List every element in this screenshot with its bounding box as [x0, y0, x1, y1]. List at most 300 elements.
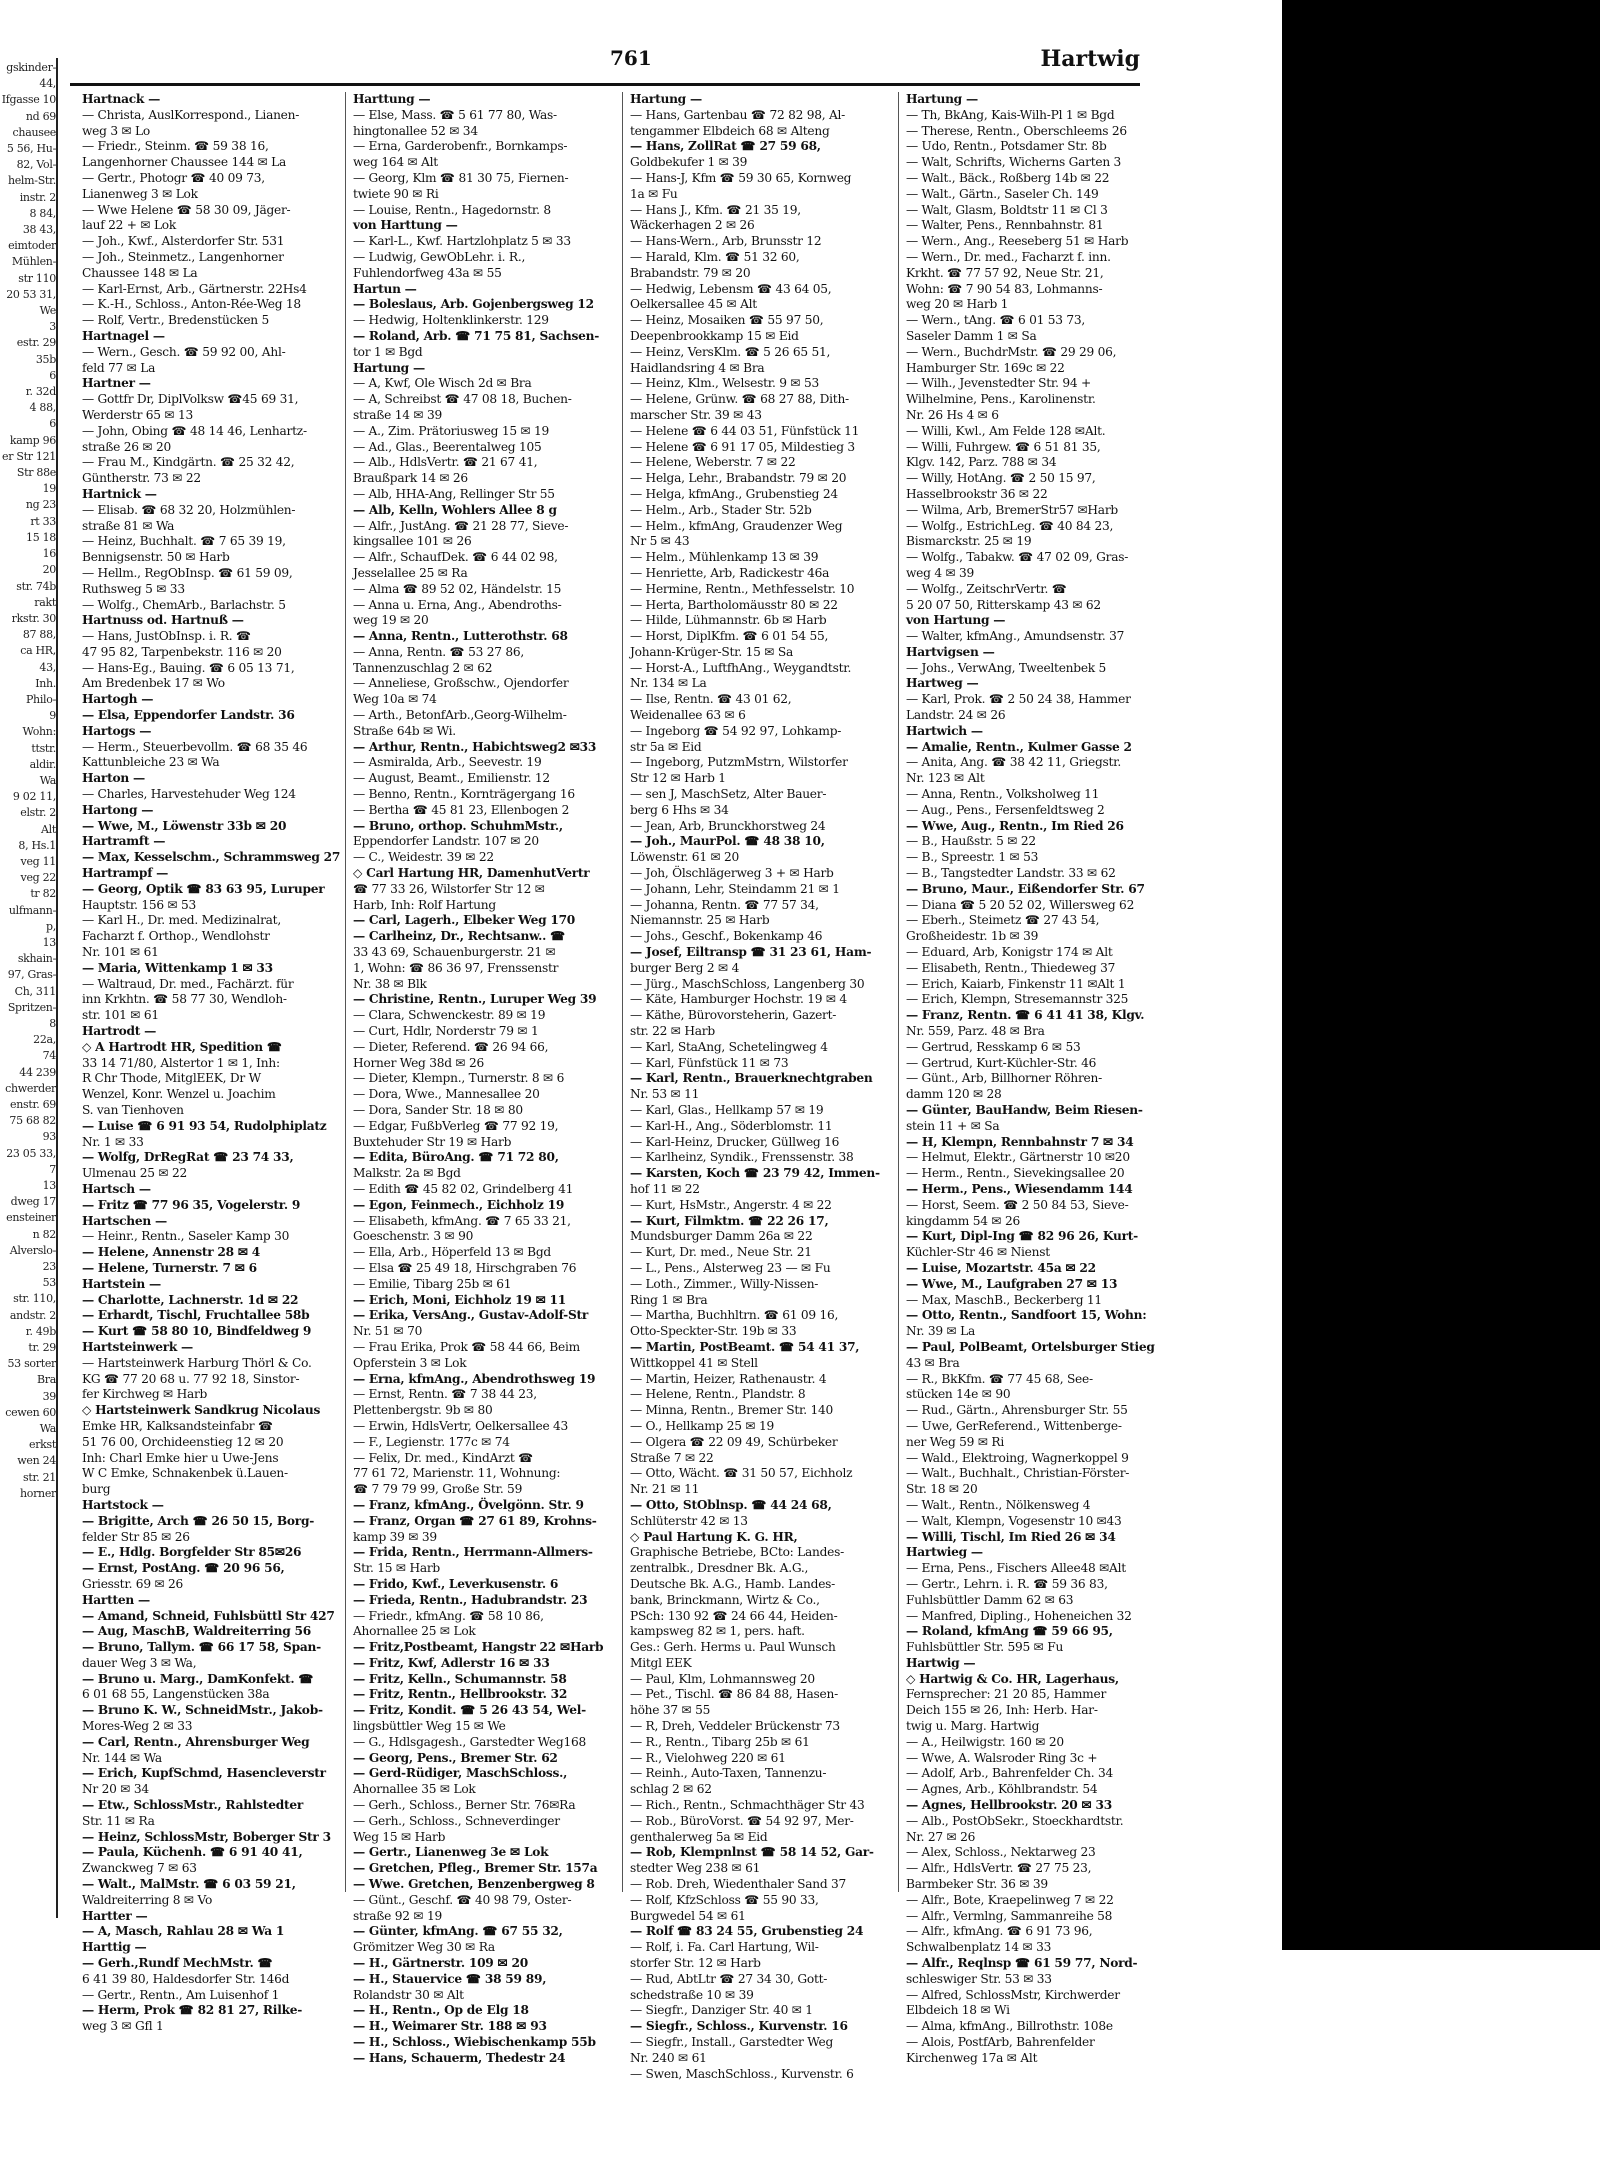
directory-line: — Jean, Arb, Brunckhorstweg 24	[630, 818, 826, 833]
directory-line: — Gottfr Dr, DiplVolksw ☎45 69 31,	[82, 392, 299, 407]
directory-line: — R., Vielohweg 220 ✉ 61	[630, 1750, 786, 1765]
directory-line: — Wwe. Gretchen, Benzenbergweg 8	[353, 1877, 595, 1892]
directory-line: R Chr Thode, MitglEEK, Dr W	[82, 1071, 261, 1086]
directory-line: — Ernst, Rentn. ☎ 7 38 44 23,	[353, 1387, 537, 1402]
directory-line: — Helene, Annenstr 28 ✉ 4	[82, 1245, 261, 1260]
directory-line: Barmbeker Str. 36 ✉ 39	[906, 1877, 1048, 1892]
directory-line: Mundsburger Damm 26a ✉ 22	[630, 1229, 813, 1244]
directory-line: Harton —	[82, 771, 145, 786]
directory-line: Chaussee 148 ✉ La	[82, 265, 198, 280]
directory-line: — Erna, Garderobenfr., Bornkamps-	[353, 139, 568, 154]
directory-line: — Maria, Wittenkamp 1 ✉ 33	[82, 960, 273, 975]
directory-line: — Johanna, Rentn. ☎ 77 57 34,	[630, 897, 819, 912]
directory-line: 5 20 07 50, Ritterskamp 43 ✉ 62	[906, 597, 1101, 612]
directory-line: straße 81 ✉ Wa	[82, 518, 175, 533]
directory-line: — Walt., Bäck., Roßberg 14b ✉ 22	[906, 170, 1110, 185]
directory-line: — Karl, Rentn., Brauerknechtgraben	[630, 1071, 873, 1086]
directory-line: — H., Stauervice ☎ 38 59 89,	[353, 1971, 547, 1986]
directory-line: — Wern., Gesch. ☎ 59 92 00, Ahl-	[82, 344, 286, 359]
previous-page-fragment: er Str 121	[2, 449, 56, 463]
directory-line: — Erich, Moni, Eichholz 19 ✉ 11	[353, 1292, 566, 1307]
directory-line: Deich 155 ✉ 26, Inh: Herb. Har-	[906, 1703, 1098, 1718]
directory-line: ◇ Hartwig & Co. HR, Lagerhaus,	[906, 1671, 1119, 1686]
directory-line: — Karl-Ernst, Arb., Gärtnerstr. 22Hs4	[82, 281, 307, 296]
previous-page-fragment: ttstr.	[31, 741, 56, 755]
directory-line: — Frida, Rentn., Herrmann-Allmers-	[353, 1545, 593, 1560]
directory-line: — Ingeborg, PutzmMstrn, Wilstorfer	[630, 755, 848, 770]
directory-line: ◇ Paul Hartung K. G. HR,	[630, 1529, 798, 1544]
directory-line: Jesselallee 25 ✉ Ra	[353, 565, 468, 580]
directory-line: — Wern., Ang., Reeseberg 51 ✉ Harb	[906, 234, 1129, 249]
directory-line: Emke HR, Kalksandsteinfabr ☎	[82, 1418, 273, 1433]
directory-line: Wäckerhagen 2 ✉ 26	[630, 218, 755, 233]
previous-page-fragment: Str 88e	[16, 466, 56, 480]
previous-page-fragment: ensteiner	[6, 1211, 56, 1225]
directory-line: Wohn: ☎ 7 90 54 83, Lohmanns-	[906, 281, 1103, 296]
directory-line: 1, Wohn: ☎ 86 36 97, Frenssenstr	[353, 960, 559, 975]
directory-line: — Hellm., RegObInsp. ☎ 61 59 09,	[82, 565, 293, 580]
directory-line: tor 1 ✉ Bgd	[353, 344, 423, 359]
directory-line: — Bruno, Tallym. ☎ 66 17 58, Span-	[82, 1640, 321, 1655]
directory-line: — E., Hdlg. Borgfelder Str 85✉26	[82, 1545, 302, 1560]
directory-line: — Walter, Pens., Rennbahnstr. 81	[906, 218, 1104, 233]
directory-line: Zwanckweg 7 ✉ 63	[82, 1861, 197, 1876]
directory-line: schedstraße 10 ✉ 39	[630, 1987, 754, 2002]
directory-line: — Jürg., MaschSchloss, Langenberg 30	[630, 976, 865, 991]
directory-line: — Georg, Optik ☎ 83 63 95, Luruper	[82, 881, 325, 896]
directory-line: ner Weg 59 ✉ Ri	[906, 1434, 1004, 1449]
directory-line: Facharzt f. Orthop., Wendlohstr	[82, 929, 270, 944]
directory-line: — Hans-Wern., Arb, Brunsstr 12	[630, 234, 822, 249]
directory-line: berg 6 Hhs ✉ 34	[630, 802, 729, 817]
directory-line: 1a ✉ Fu	[630, 186, 678, 201]
directory-line: höhe 37 ✉ 55	[630, 1703, 711, 1718]
directory-line: — Frau Erika, Prok ☎ 58 44 66, Beim	[353, 1339, 580, 1354]
directory-line: S. van Tienhoven	[82, 1103, 184, 1117]
directory-line: W C Emke, Schnakenbek ü.Lauen-	[82, 1466, 288, 1481]
directory-line: twiete 90 ✉ Ri	[353, 186, 439, 201]
directory-line: — Rolf, KfzSchloss ☎ 55 90 33,	[630, 1892, 819, 1907]
directory-line: — Willi, Kwl., Am Felde 128 ✉Alt.	[906, 423, 1106, 438]
directory-line: — Helm., Arb., Stader Str. 52b	[630, 502, 812, 517]
directory-line: — Gertrud, Resskamp 6 ✉ 53	[906, 1039, 1081, 1054]
directory-line: Hartrampf —	[82, 866, 169, 881]
directory-line: marscher Str. 39 ✉ 43	[630, 407, 762, 422]
directory-line: — Alb., HdlsVertr. ☎ 21 67 41,	[353, 455, 538, 470]
directory-line: Griesstr. 69 ✉ 26	[82, 1576, 184, 1591]
directory-line: Fuhlsbüttler Str. 595 ✉ Fu	[906, 1640, 1064, 1655]
directory-line: Hartogh —	[82, 692, 154, 707]
previous-page-fragment: skhain-	[17, 952, 56, 966]
directory-line: — O., Hellkamp 25 ✉ 19	[630, 1418, 774, 1433]
directory-line: Hartogs —	[82, 723, 152, 738]
directory-line: ◇ Hartsteinwerk Sandkrug Nicolaus	[82, 1403, 321, 1418]
directory-line: — B., Tangstedter Landstr. 33 ✉ 62	[906, 866, 1116, 881]
directory-line: — Manfred, Dipling., Hoheneichen 32	[906, 1608, 1132, 1623]
directory-line: hingtonallee 52 ✉ 34	[353, 123, 478, 138]
directory-line: — H., Weimarer Str. 188 ✉ 93	[353, 2019, 547, 2034]
directory-line: Lianenweg 3 ✉ Lok	[82, 186, 198, 201]
header-rule	[70, 83, 1140, 86]
directory-line: — Etw., SchlossMstr., Rahlstedter	[82, 1798, 304, 1813]
directory-line: — Alb, Kelln, Wohlers Allee 8 g	[353, 502, 557, 517]
directory-line: — Curt, Hdlr, Norderstr 79 ✉ 1	[353, 1024, 539, 1039]
directory-line: — Käthe, Bürovorsteherin, Gazert-	[630, 1008, 837, 1023]
directory-line: Harb, Inh: Rolf Hartung	[353, 897, 496, 912]
directory-line: — Karl, Fünfstück 11 ✉ 73	[630, 1055, 789, 1070]
directory-line: — Anna u. Erna, Ang., Abendroths-	[353, 597, 562, 612]
directory-line: Grömitzer Weg 30 ✉ Ra	[353, 1940, 495, 1955]
directory-line: — Alois, PostfArb, Bahrenfelder	[906, 2035, 1095, 2050]
previous-page-fragment: 20	[42, 563, 56, 577]
directory-line: Rolandstr 30 ✉ Alt	[353, 1987, 464, 2002]
previous-page-fragment: 44,	[39, 77, 56, 91]
previous-page-fragment: 22a,	[33, 1033, 56, 1047]
previous-page-fragment: 74	[42, 1049, 56, 1063]
directory-line: — Alb, HHA-Ang, Rellinger Str 55	[353, 486, 555, 501]
previous-page-fragment: 38 43,	[22, 223, 56, 237]
previous-page-fragment: 6	[49, 417, 56, 431]
previous-page-fragment: 97, Gras-	[7, 968, 56, 982]
directory-line: — Bruno, orthop. SchuhmMstr.,	[353, 818, 563, 833]
directory-line: — Gertr., Lehrn. i. R. ☎ 59 36 83,	[906, 1576, 1108, 1591]
directory-line: — Henriette, Arb, Radickestr 46a	[630, 565, 830, 580]
previous-page-fragment: str. 110,	[13, 1292, 56, 1306]
directory-line: schlag 2 ✉ 62	[630, 1782, 712, 1797]
directory-line: — Alfr., Vermlng, Sammanreihe 58	[906, 1908, 1113, 1923]
directory-line: — Elisabeth, Rentn., Thiedeweg 37	[906, 960, 1116, 975]
directory-line: — Georg, Klm ☎ 81 30 75, Fiernen-	[353, 170, 569, 185]
directory-line: — Helene, Rentn., Plandstr. 8	[630, 1387, 806, 1402]
directory-line: — Boleslaus, Arb. Gojenbergsweg 12	[353, 297, 594, 312]
previous-page-fragment: cewen 60	[5, 1405, 56, 1419]
directory-line: Plettenbergstr. 9b ✉ 80	[353, 1403, 493, 1418]
directory-line: — Harald, Klm. ☎ 51 32 60,	[630, 249, 800, 264]
directory-line: — Erna, Pens., Fischers Allee48 ✉Alt	[906, 1561, 1126, 1576]
directory-line: — Horst-A., LuftfhAng., Weygandtstr.	[630, 660, 852, 675]
directory-line: — Karl-Heinz, Drucker, Güllweg 16	[630, 1134, 840, 1149]
previous-page-fragment: str. 21	[22, 1470, 56, 1484]
directory-line: — Swen, MaschSchloss., Kurvenstr. 6	[630, 2066, 854, 2081]
previous-page-fragment: 75 68 82	[9, 1114, 56, 1128]
directory-line: Weg 10a ✉ 74	[353, 692, 437, 707]
directory-line: Straße 64b ✉ Wi.	[353, 723, 456, 738]
directory-line: Hartstock —	[82, 1497, 164, 1512]
directory-line: — Wald., Elektroing, Wagnerkoppel 9	[906, 1450, 1129, 1465]
directory-line: — Walt., MalMstr. ☎ 6 03 59 21,	[82, 1877, 296, 1892]
previous-page-fragment: p,	[46, 919, 56, 933]
directory-line: Nr 20 ✉ 34	[82, 1782, 149, 1797]
directory-line: — Diana ☎ 5 20 52 02, Willersweg 62	[906, 897, 1135, 912]
directory-line: Hamburger Str. 169c ✉ 22	[906, 360, 1065, 375]
directory-line: — Bruno, Maur., Eißendorfer Str. 67	[906, 881, 1145, 896]
directory-line: — R, Dreh, Veddeler Brückenstr 73	[630, 1719, 840, 1734]
directory-line: — Rud, AbtLtr ☎ 27 34 30, Gott-	[630, 1971, 828, 1986]
directory-line: — Bruno K. W., SchneidMstr., Jakob-	[82, 1703, 323, 1718]
directory-line: Landstr. 24 ✉ 26	[906, 708, 1006, 723]
directory-line: ◇ Carl Hartung HR, DamenhutVertr	[353, 866, 590, 881]
directory-line: — Gretchen, Pfleg., Bremer Str. 157a	[353, 1861, 598, 1876]
directory-line: — Luise, Mozartstr. 45a ✉ 22	[906, 1260, 1096, 1275]
previous-page-fragment: rakt	[34, 595, 56, 609]
previous-page-fragment: kamp 96	[9, 433, 56, 447]
directory-line: str 5a ✉ Eid	[630, 739, 702, 754]
directory-line: — A, Schreibst ☎ 47 08 18, Buchen-	[353, 392, 572, 407]
directory-line: 47 95 82, Tarpenbekstr. 116 ✉ 20	[82, 644, 282, 659]
directory-line: — Alfr., HdlsVertr. ☎ 27 75 23,	[906, 1861, 1092, 1876]
previous-page-fragment: r. 49b	[25, 1324, 56, 1338]
directory-line: 51 76 00, Orchideenstieg 12 ✉ 20	[82, 1434, 284, 1449]
previous-page-fragment: andstr. 2	[9, 1308, 56, 1322]
directory-line: — Walt., Gärtn., Saseler Ch. 149	[906, 186, 1099, 201]
directory-line: Hartung —	[906, 92, 978, 106]
directory-line: Nr. 134 ✉ La	[630, 676, 707, 691]
directory-line: Nr 5 ✉ 43	[630, 534, 690, 549]
directory-line: — Carl, Lagerh., Elbeker Weg 170	[353, 913, 576, 928]
directory-line: — Arth., BetonfArb.,Georg-Wilhelm-	[353, 708, 567, 723]
directory-line: — Gerh., Schloss., Berner Str. 76✉Ra	[353, 1798, 576, 1813]
directory-line: — Rolf, Vertr., Bredenstücken 5	[82, 313, 270, 328]
directory-line: tengammer Elbdeich 68 ✉ Alteng	[630, 123, 830, 138]
previous-page-fragment: 43,	[39, 660, 56, 674]
directory-line: Ruthsweg 5 ✉ 33	[82, 581, 185, 596]
directory-line: — Erhardt, Tischl, Fruchtallee 58b	[82, 1308, 310, 1323]
directory-line: weg 3 ✉ Lo	[82, 123, 150, 138]
directory-line: — Georg, Pens., Bremer Str. 62	[353, 1750, 558, 1765]
previous-page-fragment: 4 88,	[29, 401, 56, 415]
previous-page-fragment: 35b	[35, 352, 56, 366]
directory-line: — Hermine, Rentn., Methfesselstr. 10	[630, 581, 855, 596]
directory-line: — Rob, Klempnlnst ☎ 58 14 52, Gar-	[630, 1845, 874, 1860]
previous-page-fragment: ng 23	[25, 498, 56, 512]
directory-line: Kirchenweg 17a ✉ Alt	[906, 2050, 1038, 2065]
directory-line: — Wwe, A. Walsroder Ring 3c +	[906, 1750, 1098, 1765]
directory-line: — Ella, Arb., Höperfeld 13 ✉ Bgd	[353, 1245, 551, 1260]
directory-line: — Erich, Kaiarb, Finkenstr 11 ✉Alt 1	[906, 976, 1126, 991]
previous-page-fragment: instr. 2	[19, 190, 56, 204]
directory-line: — Horst, Seem. ☎ 2 50 84 53, Sieve-	[906, 1197, 1129, 1212]
previous-page-fragment: n 82	[32, 1227, 56, 1241]
directory-line: — Alfr., kfmAng. ☎ 6 91 73 96,	[906, 1924, 1093, 1939]
directory-line: — Carl, Rentn., Ahrensburger Weg	[82, 1734, 310, 1749]
previous-page-fragment: Alt	[41, 822, 56, 836]
previous-page-fragment: 82, Vol-	[16, 158, 56, 172]
directory-line: Kattunbleiche 23 ✉ Wa	[82, 755, 220, 770]
directory-line: Harttig —	[82, 1940, 147, 1955]
directory-line: Str. 15 ✉ Harb	[353, 1561, 440, 1576]
previous-page-fragment: ulfmann-	[8, 903, 56, 917]
directory-line: — Käte, Hamburger Hochstr. 19 ✉ 4	[630, 992, 847, 1007]
column-rule	[622, 92, 623, 1892]
directory-line: — H., Gärtnerstr. 109 ✉ 20	[353, 1956, 528, 1971]
directory-line: Klgv. 142, Parz. 788 ✉ 34	[906, 455, 1057, 470]
directory-line: Horner Weg 38d ✉ 26	[353, 1055, 485, 1070]
directory-line: Hartvigsen —	[906, 644, 995, 659]
directory-line: Buxtehuder Str 19 ✉ Harb	[353, 1134, 512, 1149]
directory-line: — Hans J., Kfm. ☎ 21 35 19,	[630, 202, 801, 217]
directory-line: — Günter, kfmAng. ☎ 67 55 32,	[353, 1924, 563, 1939]
directory-line: — Ilse, Rentn. ☎ 43 01 62,	[630, 692, 792, 707]
directory-line: — A, Kwf, Ole Wisch 2d ✉ Bra	[353, 376, 532, 391]
directory-line: — Anna, Rentn., Volksholweg 11	[906, 787, 1100, 802]
directory-line: — Helene, Weberstr. 7 ✉ 22	[630, 455, 796, 470]
column-3	[630, 92, 890, 2081]
previous-page-fragment: Ch, 311	[14, 984, 56, 998]
directory-line: — C., Weidestr. 39 ✉ 22	[353, 850, 494, 865]
directory-line: — Max, Kesselschm., Schrammsweg 27	[82, 850, 341, 865]
directory-line: — Joh., Steinmetz., Langenhorner	[82, 249, 284, 264]
directory-line: — Anna, Rentn. ☎ 53 27 86,	[353, 644, 525, 659]
directory-line: Nr. 51 ✉ 70	[353, 1324, 423, 1339]
previous-page-fragment: veg 11	[20, 854, 56, 868]
previous-page-fragment: chausee	[12, 125, 56, 139]
directory-line: Oelkersallee 45 ✉ Alt	[630, 297, 757, 312]
directory-line: — Fritz ☎ 77 96 35, Vogelerstr. 9	[82, 1197, 301, 1212]
directory-line: Haidlandsring 4 ✉ Bra	[630, 360, 765, 375]
directory-line: — Alma ☎ 89 52 02, Händelstr. 15	[353, 581, 562, 596]
previous-page-fragment: 9 02 11,	[12, 790, 56, 804]
directory-line: Wittkoppel 41 ✉ Stell	[630, 1355, 758, 1370]
directory-line: — Gertr., Lianenweg 3e ✉ Lok	[353, 1845, 549, 1860]
directory-line: — Alfr., Reqlnsp ☎ 61 59 77, Nord-	[906, 1956, 1138, 1971]
directory-line: — H., Rentn., Op de Elg 18	[353, 2003, 529, 2018]
directory-line: Schlüterstr 42 ✉ 13	[630, 1513, 748, 1528]
directory-line: — Hans, ZollRat ☎ 27 59 68,	[630, 139, 821, 154]
previous-page-fragment: Alverslo-	[9, 1243, 56, 1257]
directory-line: — H, Klempn, Rennbahnstr 7 ✉ 34	[906, 1134, 1134, 1149]
directory-line: Graphische Betriebe, BCto: Landes-	[630, 1545, 844, 1560]
directory-line: — Felix, Dr. med., KindArzt ☎	[353, 1450, 534, 1465]
directory-line: Ulmenau 25 ✉ 22	[82, 1166, 188, 1181]
directory-line: bank, Brinckmann, Wirtz & Co.,	[630, 1592, 820, 1607]
directory-line: — Joh., Kwf., Alsterdorfer Str. 531	[82, 234, 285, 249]
directory-line: — Gerd-Rüdiger, MaschSchloss.,	[353, 1766, 568, 1781]
directory-line: — Wolfg., ChemArb., Barlachstr. 5	[82, 597, 286, 612]
directory-line: — Otto, Wächt. ☎ 31 50 57, Eichholz	[630, 1466, 853, 1481]
directory-line: — Hedwig, Lebensm ☎ 43 64 05,	[630, 281, 832, 296]
directory-line: — Helga, kfmAng., Grubenstieg 24	[630, 486, 838, 501]
directory-line: — Rich., Rentn., Schmachthäger Str 43	[630, 1798, 865, 1813]
directory-line: Ahornallee 25 ✉ Lok	[353, 1624, 476, 1639]
directory-line: PSch: 130 92 ☎ 24 66 44, Heiden-	[630, 1608, 838, 1623]
directory-line: — Martha, Buchhltrn. ☎ 61 09 16,	[630, 1308, 839, 1323]
previous-page-fragment: 53 sorter	[7, 1357, 56, 1371]
directory-line: Opferstein 3 ✉ Lok	[353, 1355, 467, 1370]
directory-line: Hartnack —	[82, 92, 161, 106]
directory-line: — Kurt, Dr. med., Neue Str. 21	[630, 1245, 812, 1260]
directory-line: — Fritz, Kelln., Schumannstr. 58	[353, 1671, 567, 1686]
directory-line: — Heinz, SchlossMstr, Boberger Str 3	[82, 1829, 331, 1844]
directory-line: Hartner —	[82, 376, 151, 391]
directory-line: Nr. 123 ✉ Alt	[906, 771, 985, 786]
directory-line: — Fritz, Rentn., Hellbrookstr. 32	[353, 1687, 568, 1702]
directory-line: — Rud., Gärtn., Ahrensburger Str. 55	[906, 1403, 1128, 1418]
directory-line: feld 77 ✉ La	[82, 360, 156, 375]
directory-line: Ahornallee 35 ✉ Lok	[353, 1782, 476, 1797]
directory-line: dauer Weg 3 ✉ Wa,	[82, 1655, 197, 1670]
directory-line: — Walt, Glasm, Boldtstr 11 ✉ Cl 3	[906, 202, 1108, 217]
directory-line: — Johann, Lehr, Steindamm 21 ✉ 1	[630, 881, 840, 896]
directory-line: — Willi, Fuhrgew. ☎ 6 51 81 35,	[906, 439, 1101, 454]
directory-line: Hartwich —	[906, 723, 983, 738]
previous-page-fragment: 20 53 31,	[6, 287, 56, 301]
directory-line: — Helmut, Elektr., Gärtnerstr 10 ✉20	[906, 1150, 1130, 1165]
directory-line: lauf 22 + ✉ Lok	[82, 218, 177, 233]
directory-line: — Horst, DiplKfm. ☎ 6 01 54 55,	[630, 629, 829, 644]
directory-line: weg 3 ✉ Gfl 1	[82, 2019, 164, 2034]
previous-page-fragment: nd 69	[25, 109, 56, 123]
previous-page-fragment: 13	[42, 1179, 56, 1193]
directory-line: Inh: Charl Emke hier u Uwe-Jens	[82, 1450, 279, 1465]
directory-line: — Th, BkAng, Kais-Wilh-Pl 1 ✉ Bgd	[906, 107, 1115, 122]
directory-line: Johann-Krüger-Str. 15 ✉ Sa	[630, 644, 793, 659]
column-2	[353, 92, 613, 2065]
directory-line: — Elisab. ☎ 68 32 20, Holzmühlen-	[82, 502, 296, 517]
directory-line: — Loth., Zimmer., Willy-Nissen-	[630, 1276, 819, 1291]
directory-line: — Egon, Feinmech., Eichholz 19	[353, 1197, 565, 1212]
directory-line: — Anna, Rentn., Lutterothstr. 68	[353, 629, 568, 644]
directory-line: Weg 15 ✉ Harb	[353, 1829, 446, 1844]
directory-line: — Friedr., Steinm. ☎ 59 38 16,	[82, 139, 269, 154]
directory-line: Ring 1 ✉ Bra	[630, 1292, 708, 1307]
previous-page-fragment: Wa	[39, 1422, 56, 1436]
directory-line: Hartsteinwerk —	[82, 1339, 193, 1354]
directory-line: Nr. 38 ✉ Blk	[353, 976, 427, 991]
directory-line: Hartnagel —	[82, 328, 165, 343]
directory-line: — Heinr., Rentn., Saseler Kamp 30	[82, 1229, 290, 1244]
directory-line: twig u. Marg. Hartwig	[906, 1719, 1040, 1734]
directory-line: Hartramft —	[82, 834, 166, 849]
directory-line: — Friedr., kfmAng. ☎ 58 10 86,	[353, 1608, 544, 1623]
directory-line: Hartsch —	[82, 1181, 151, 1196]
previous-page-fragment: Wohn:	[22, 725, 56, 739]
directory-line: Nr. 26 Hs 4 ✉ 6	[906, 407, 999, 422]
directory-line: Hartung —	[630, 92, 702, 106]
directory-line: Weidenallee 63 ✉ 6	[630, 708, 746, 723]
directory-line: Hartwieg —	[906, 1545, 983, 1560]
previous-page-fragment: Inh.	[35, 676, 56, 690]
directory-line: — A., Zim. Prätoriusweg 15 ✉ 19	[353, 423, 550, 438]
directory-line: — Franz, kfmAng., Övelgönn. Str. 9	[353, 1497, 584, 1512]
previous-page-fragment: Wa	[39, 773, 56, 787]
previous-page-fragment: veg 22	[20, 871, 56, 885]
directory-line: — Herm., Rentn., Sievekingsallee 20	[906, 1166, 1125, 1181]
previous-page-fragment: r. 32d	[25, 385, 56, 399]
directory-line: Hartrodt —	[82, 1024, 157, 1039]
directory-line: — Herm, Prok ☎ 82 81 27, Rilke-	[82, 2003, 303, 2018]
directory-line: — Heinz, Mosaiken ☎ 55 97 50,	[630, 313, 824, 328]
directory-line: Schwalbenplatz 14 ✉ 33	[906, 1940, 1052, 1955]
directory-line: — Helene, Turnerstr. 7 ✉ 6	[82, 1260, 257, 1275]
directory-line: — Hans-Eg., Bauing. ☎ 6 05 13 71,	[82, 660, 295, 675]
directory-line: — Alfr., JustAng. ☎ 21 28 77, Sieve-	[353, 518, 569, 533]
directory-line: — Olgera ☎ 22 09 49, Schürbeker	[630, 1434, 838, 1449]
directory-line: — Hans, Gartenbau ☎ 72 82 98, Al-	[630, 107, 846, 122]
directory-line: burger Berg 2 ✉ 4	[630, 960, 740, 975]
directory-line: burg	[82, 1482, 111, 1497]
directory-line: Mitgl EEK	[630, 1655, 692, 1670]
directory-line: — Rolf ☎ 83 24 55, Grubenstieg 24	[630, 1924, 864, 1939]
directory-line: — Rob. Dreh, Wiedenthaler Sand 37	[630, 1877, 847, 1892]
directory-line: — L., Pens., Alsterweg 23 — ✉ Fu	[630, 1260, 831, 1275]
directory-line: — Roland, Arb. ☎ 71 75 81, Sachsen-	[353, 328, 600, 343]
directory-line: — Walt., Rentn., Nölkensweg 4	[906, 1497, 1091, 1512]
directory-line: — Gerh., Schloss., Schneverdinger	[353, 1813, 560, 1828]
directory-line: — Agnes, Hellbrookstr. 20 ✉ 33	[906, 1798, 1112, 1813]
directory-line: Elbdeich 18 ✉ Wi	[906, 2003, 1010, 2018]
directory-line: — Erna, kfmAng., Abendrothsweg 19	[353, 1371, 596, 1386]
directory-line: — Waltraud, Dr. med., Fachärzt. für	[82, 976, 294, 991]
